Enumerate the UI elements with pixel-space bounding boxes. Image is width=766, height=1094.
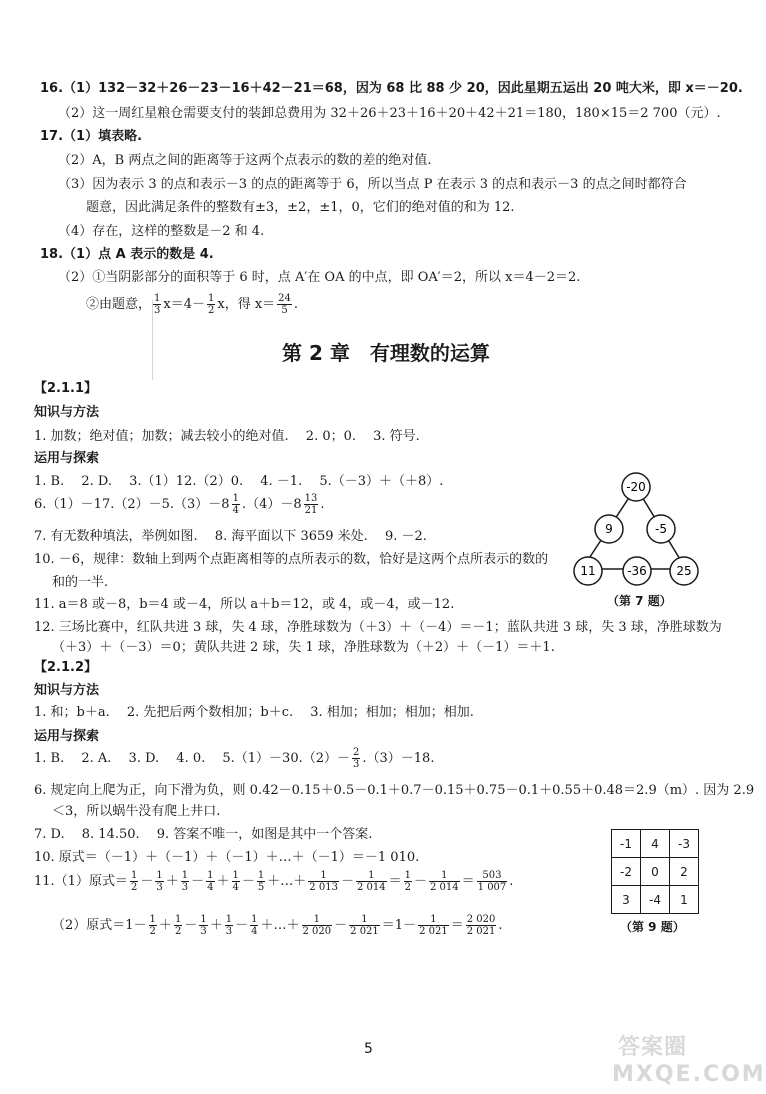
triangle-figure	[568, 470, 708, 610]
fraction: $\frac{1}{3}$	[181, 870, 189, 893]
watermark-url: MXQE.COM	[612, 1062, 766, 1087]
grid-cell: 4	[641, 830, 670, 858]
answer-18-part1: 18.（1）点 A 表示的数是 4.	[40, 247, 214, 262]
operator: .	[509, 874, 514, 889]
page-number: 5	[364, 1041, 373, 1057]
answer-16-part1: 16.（1）132－32＋26－23－16＋42－21＝68，因为 68 比 88 少 20，因此星期五运出 20 吨大米，即 x＝－20.	[40, 81, 743, 96]
fraction: $\frac{1}{3}$	[154, 293, 161, 316]
fraction: $\frac{1}{4}$	[207, 870, 214, 893]
triangle-node-mid-left: 9	[605, 522, 613, 536]
fraction: $\frac{1}{2 014}$	[356, 870, 386, 893]
apply2-answers-7-9: 7. D. 8. 14.50. 9. 答案不唯一，如图是其中一个答案.	[34, 827, 373, 842]
section-2-1-1: 【2.1.1】	[34, 381, 98, 396]
apply-answers-1-5: 1. B. 2. D. 3.（1）12.（2）0. 4. －1. 5.（－3）＋（＋8）.	[34, 474, 444, 489]
magic-square-figure	[611, 829, 699, 914]
operator: ＋	[165, 874, 179, 889]
operator: －	[184, 918, 198, 933]
operator: ＝	[450, 918, 464, 933]
answer-17-part3: （3）因为表示 3 的点和表示－3 的点的距离等于 6，所以当点 P 在表示 3 的点和表示－3 的点之间时都符合	[58, 177, 687, 192]
operator: －	[340, 874, 354, 889]
operator: ＋…＋	[260, 918, 300, 933]
apply2-answer-6: 6. 规定向上爬为正，向下滑为负，则 0.42－0.15＋0.5－0.1＋0.7－0.15＋0.75－0.1＋0.55＋0.48＝2.9（m）. 因为 2.9	[34, 783, 755, 798]
triangle-node-top: -20	[626, 480, 646, 494]
answer-17-part3-cont: 题意，因此满足条件的整数有±3，±2，±1，0，它们的绝对值的和为 12.	[86, 200, 515, 215]
operator: ＋	[158, 918, 172, 933]
operator: ＋	[216, 874, 230, 889]
apply2-answer-11-part1: 11.（1）原式＝ $\frac{1}{2}$ － $\frac{1}{3}$ ＋ $\frac{1}{3}$ － $\frac{1}{4}$ ＋ $\frac{1}{4}$ － $\frac{1}{5}$ ＋…＋ $\frac{1}{2 013}$ － $\frac{1}{2 014}$ ＝ $\frac{1}{2}$ － $\frac{1}{2 014}$ ＝ $\frac{503}{1 007}$ .	[34, 870, 514, 893]
triangle-node-mid-right: -5	[655, 522, 667, 536]
operator: .	[498, 918, 503, 933]
operator: －	[140, 874, 154, 889]
grid-cell: -2	[612, 858, 641, 886]
fraction: $\frac{1}{3}$	[156, 870, 163, 893]
answer-17-part4: （4）存在，这样的整数是－2 和 4.	[58, 224, 265, 239]
fraction: $\frac{1}{2 021}$	[419, 914, 448, 937]
operator: ＋…＋	[267, 874, 307, 889]
grid-cell: -3	[670, 830, 699, 858]
grid-cell: -4	[641, 886, 670, 914]
apply-answer-12-cont: （＋3）＋（－3）＝0；黄队共进 2 球，失 1 球，净胜球数为（＋2）＋（－1）＝＋1.	[52, 640, 555, 655]
series-expression	[147, 914, 503, 937]
subheading-application-2: 运用与探索	[34, 729, 100, 744]
operator: ＝	[388, 874, 402, 889]
fraction: $\frac{13}{21}$	[304, 493, 318, 516]
grid-cell: 1	[670, 886, 699, 914]
knowledge-answers: 1. 加数；绝对值；加数；减去较小的绝对值. 2. 0；0. 3. 符号.	[34, 429, 420, 444]
answer-16-part2: （2）这一周红星粮仓需要支付的装卸总费用为 32＋26＋23＋16＋20＋42＋21＝180，180×15＝2 700（元）.	[58, 106, 721, 121]
fraction: $\frac{1}{2 021}$	[350, 914, 379, 937]
fraction: $\frac{1}{2}$	[130, 870, 138, 893]
subheading-knowledge: 知识与方法	[34, 405, 100, 420]
fraction: $\frac{24}{5}$	[278, 293, 291, 316]
knowledge-answers-2: 1. 和；b＋a. 2. 先把后两个数相加；b＋c. 3. 相加；相加；相加；相加.	[34, 705, 474, 720]
apply-answer-10-cont: 和的一半.	[52, 575, 109, 590]
fraction: $\frac{2 020}{2 021}$	[466, 914, 496, 937]
fraction: $\frac{1}{2}$	[208, 293, 215, 316]
subheading-knowledge-2: 知识与方法	[34, 683, 100, 698]
operator: ＝	[461, 874, 475, 889]
fraction: $\frac{1}{5}$	[257, 870, 265, 893]
apply-answer-11: 11. a＝8 或－8，b＝4 或－4，所以 a＋b＝12，或 4，或－4，或－12.	[34, 597, 455, 612]
answer-17-part2: （2）A，B 两点之间的距离等于这两个点表示的数的差的绝对值.	[58, 153, 432, 168]
operator: －	[241, 874, 255, 889]
grid-cell: 3	[612, 886, 641, 914]
operator: －	[413, 874, 427, 889]
chapter-title: 第 2 章 有理数的运算	[282, 341, 490, 365]
figure-7-caption: （第 7 题）	[607, 594, 672, 608]
fraction: $\frac{2}{3}$	[353, 747, 360, 770]
figure-9-caption: （第 9 题）	[620, 920, 685, 934]
fraction: $\frac{1}{2}$	[149, 914, 156, 937]
subheading-application: 运用与探索	[34, 451, 100, 466]
fraction: $\frac{1}{4}$	[232, 870, 239, 893]
triangle-node-bot-left: 11	[580, 564, 596, 578]
operator: －	[235, 918, 249, 933]
apply2-answer-11-part2: （2）原式＝1－ $\frac{1}{2}$ ＋ $\frac{1}{2}$ － $\frac{1}{3}$ ＋ $\frac{1}{3}$ － $\frac{1}{4}$ ＋…＋ $\frac{1}{2 020}$ － $\frac{1}{2 021}$ ＝1－ $\frac{1}{2 021}$ ＝ $\frac{2 020}{2 021}$ .	[52, 914, 503, 937]
answer-17-part1: 17.（1）填表略.	[40, 129, 143, 144]
operator: ＝1－	[381, 918, 417, 933]
operator: －	[334, 918, 348, 933]
fraction: $\frac{1}{2 013}$	[309, 870, 338, 893]
operator: ＋	[209, 918, 223, 933]
grid-cell: -1	[612, 830, 641, 858]
answer-18-part2-eq: ②由题意， $\frac{1}{3}$ x＝4－ $\frac{1}{2}$ x，得 x＝ $\frac{24}{5}$ .	[86, 293, 299, 316]
apply2-answer-10: 10. 原式＝（－1）＋（－1）＋（－1）＋…＋（－1）＝－1 010.	[34, 850, 420, 865]
operator: －	[191, 874, 205, 889]
apply-answer-12: 12. 三场比赛中，红队共进 3 球，失 4 球，净胜球数为（＋3）＋（－4）＝－1；蓝队共进 3 球，失 3 球，净胜球数为	[34, 620, 722, 635]
answer-18-part2: （2）①当阴影部分的面积等于 6 时，点 A′在 OA 的中点，即 OA′＝2，所以 x＝4－2＝2.	[58, 270, 581, 285]
triangle-node-bot-right: 25	[676, 564, 692, 578]
apply-answer-10: 10. －6，规律：数轴上到两个点距离相等的点所表示的数，恰好是这两个点所表示的数的	[34, 552, 549, 567]
watermark-logo: 答案圈	[618, 1035, 688, 1060]
grid-cell: 0	[641, 858, 670, 886]
triangle-node-bot-mid: -36	[627, 564, 647, 578]
fraction: $\frac{1}{2}$	[404, 870, 411, 893]
apply-answers-7-9: 7. 有无数种填法，举例如图. 8. 海平面以下 3659 米处. 9. －2.	[34, 529, 427, 544]
series-expression	[128, 870, 514, 893]
apply2-answer-6-cont: ＜3，所以蜗牛没有爬上井口.	[52, 804, 221, 819]
section-2-1-2: 【2.1.2】	[34, 660, 98, 675]
grid-cell: 2	[670, 858, 699, 886]
fraction: $\frac{1}{3}$	[200, 914, 207, 937]
fraction: $\frac{1}{2 014}$	[430, 870, 459, 893]
fraction: $\frac{1}{4}$	[251, 914, 258, 937]
fraction: $\frac{1}{2}$	[174, 914, 182, 937]
fraction: $\frac{1}{4}$	[232, 493, 239, 516]
fraction: $\frac{1}{3}$	[225, 914, 233, 937]
fraction: $\frac{1}{2 020}$	[302, 914, 332, 937]
apply2-answers-1-5: 1. B. 2. A. 3. D. 4. 0. 5.（1）－30.（2）－ $\frac{2}{3}$ .（3）－18.	[34, 747, 435, 770]
fraction: $\frac{503}{1 007}$	[477, 870, 507, 893]
apply-answer-6: 6.（1）－17.（2）－5.（3）－8 $\frac{1}{4}$ .（4）－8 $\frac{13}{21}$ .	[34, 493, 325, 516]
